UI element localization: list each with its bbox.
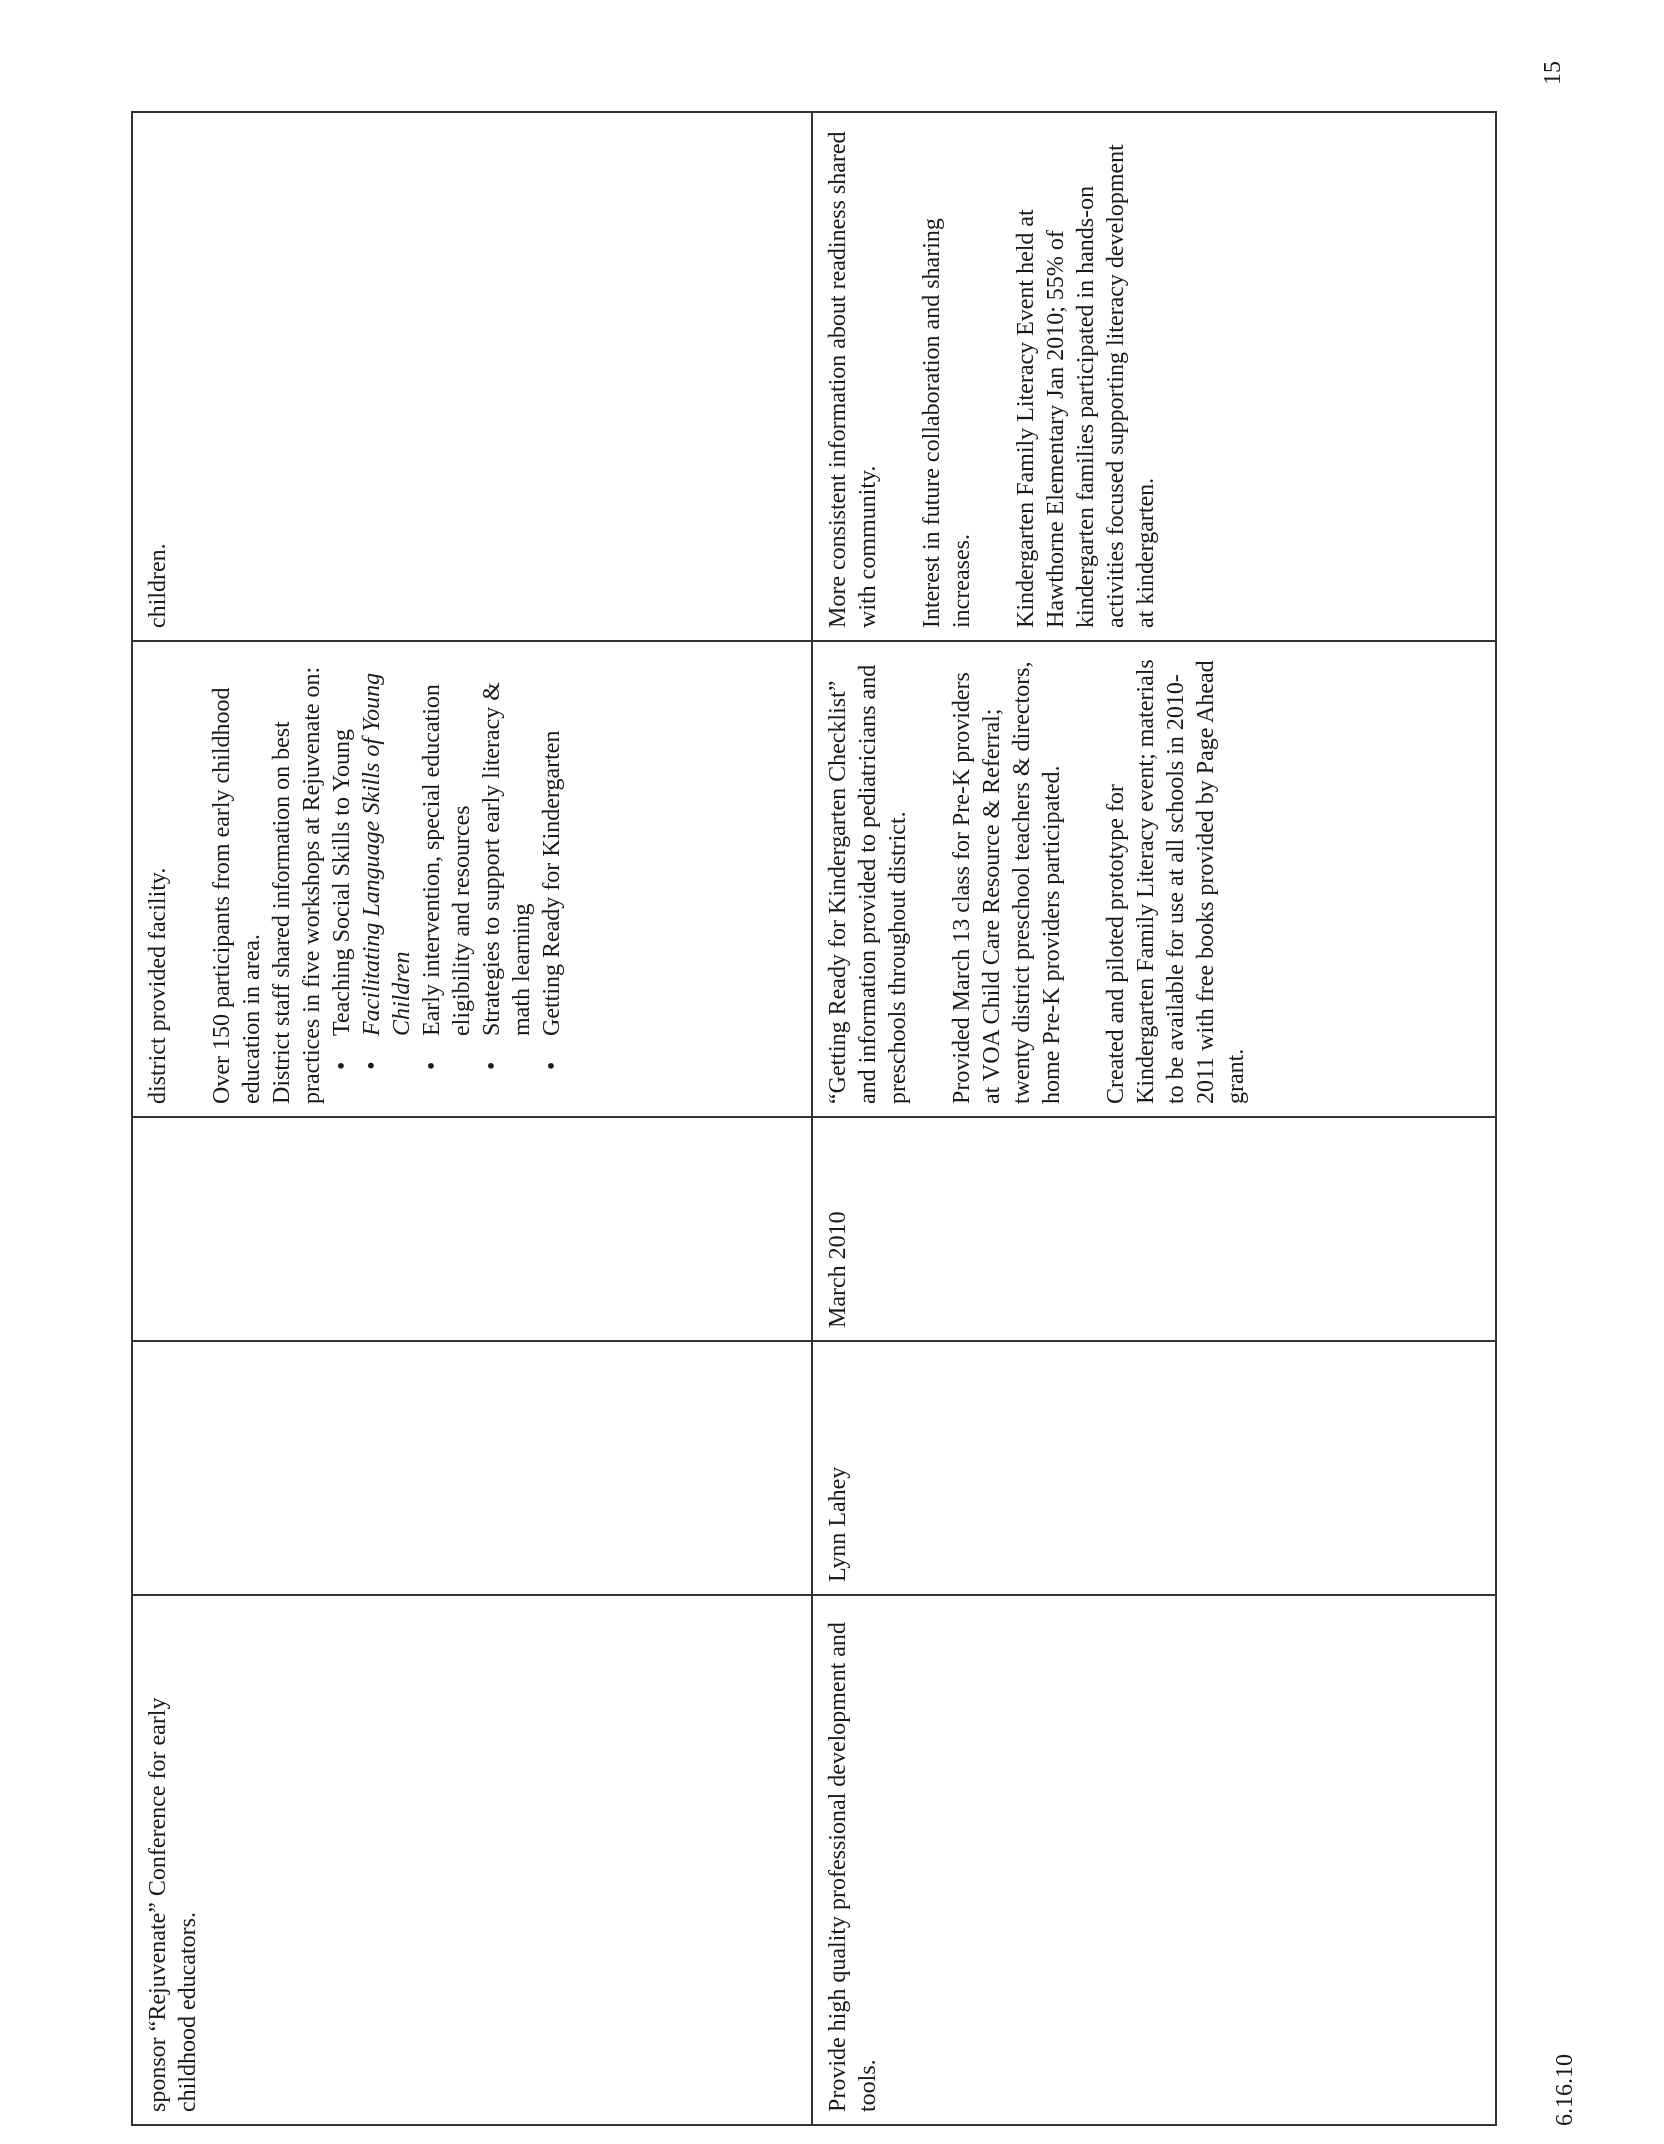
outcome-cell bbox=[133, 113, 811, 640]
lead-text: Lynn Lahey bbox=[825, 1466, 851, 1582]
table-row bbox=[813, 113, 1495, 2124]
activity-text: sponsor “Rejuvenate” Conference for early childhood educators. bbox=[145, 1697, 201, 2112]
lead-cell bbox=[133, 1340, 811, 1594]
list-item: • Strategies to support early literacy & math learning bbox=[477, 654, 537, 1070]
list-item: • Early intervention, special education eligibility and resources bbox=[417, 654, 477, 1070]
evidence-paragraph: “Getting Ready for Kindergarten Checklist” and information provided to pediatricians and preschools throughout district. bbox=[825, 664, 911, 1104]
evidence-continuation: district provided facility. bbox=[145, 867, 171, 1104]
footer-date: 6.16.10 bbox=[1552, 2054, 1578, 2126]
outcome-text: Kindergarten Family Literacy Event held at Hawthorne Elementary Jan 2010; 55% of kindergarten families participated in hands-on activities focused supporting literacy development at kindergarten. bbox=[1013, 144, 1159, 628]
list-item: • Facilitating Language Skills of Young Children bbox=[357, 654, 417, 1070]
outcome-text: More consistent information about readiness shared with community. bbox=[825, 131, 881, 628]
action-plan-table bbox=[131, 111, 1497, 2126]
outcome-cell bbox=[813, 113, 1495, 640]
timeline-cell bbox=[813, 1116, 1495, 1340]
activity-cell bbox=[813, 1594, 1495, 2124]
outcome-text: Interest in future collaboration and sharing increases. bbox=[919, 218, 975, 628]
list-item: • Teaching Social Skills to Young bbox=[327, 654, 357, 1070]
evidence-paragraph: Created and piloted prototype for Kindergarten Family Literacy event; materials to be available for use at all schools in 2010-2011 with free books provided by Page Ahead grant. bbox=[1103, 659, 1249, 1104]
list-item: • Getting Ready for Kindergarten bbox=[537, 654, 567, 1070]
evidence-paragraph: District staff shared information on best practices in five workshops at Rejuvenate on: bbox=[269, 666, 325, 1104]
evidence-paragraph: Over 150 participants from early childhood education in area. bbox=[209, 687, 265, 1104]
workshop-list bbox=[327, 654, 567, 1070]
evidence-cell bbox=[813, 640, 1495, 1116]
page-number: 15 bbox=[1540, 61, 1566, 85]
activity-cell bbox=[133, 1594, 811, 2124]
evidence-paragraph: Provided March 13 class for Pre-K providers at VOA Child Care Resource & Referral; twenty district preschool teachers & directors, home Pre-K providers participated. bbox=[949, 661, 1065, 1104]
outcome-text: children. bbox=[145, 543, 171, 628]
evidence-cell bbox=[133, 640, 811, 1116]
activity-text: Provide high quality professional development and tools. bbox=[825, 1622, 881, 2112]
timeline-text: March 2010 bbox=[825, 1211, 851, 1328]
table-row bbox=[133, 113, 813, 2124]
lead-cell bbox=[813, 1340, 1495, 1594]
timeline-cell bbox=[133, 1116, 811, 1340]
